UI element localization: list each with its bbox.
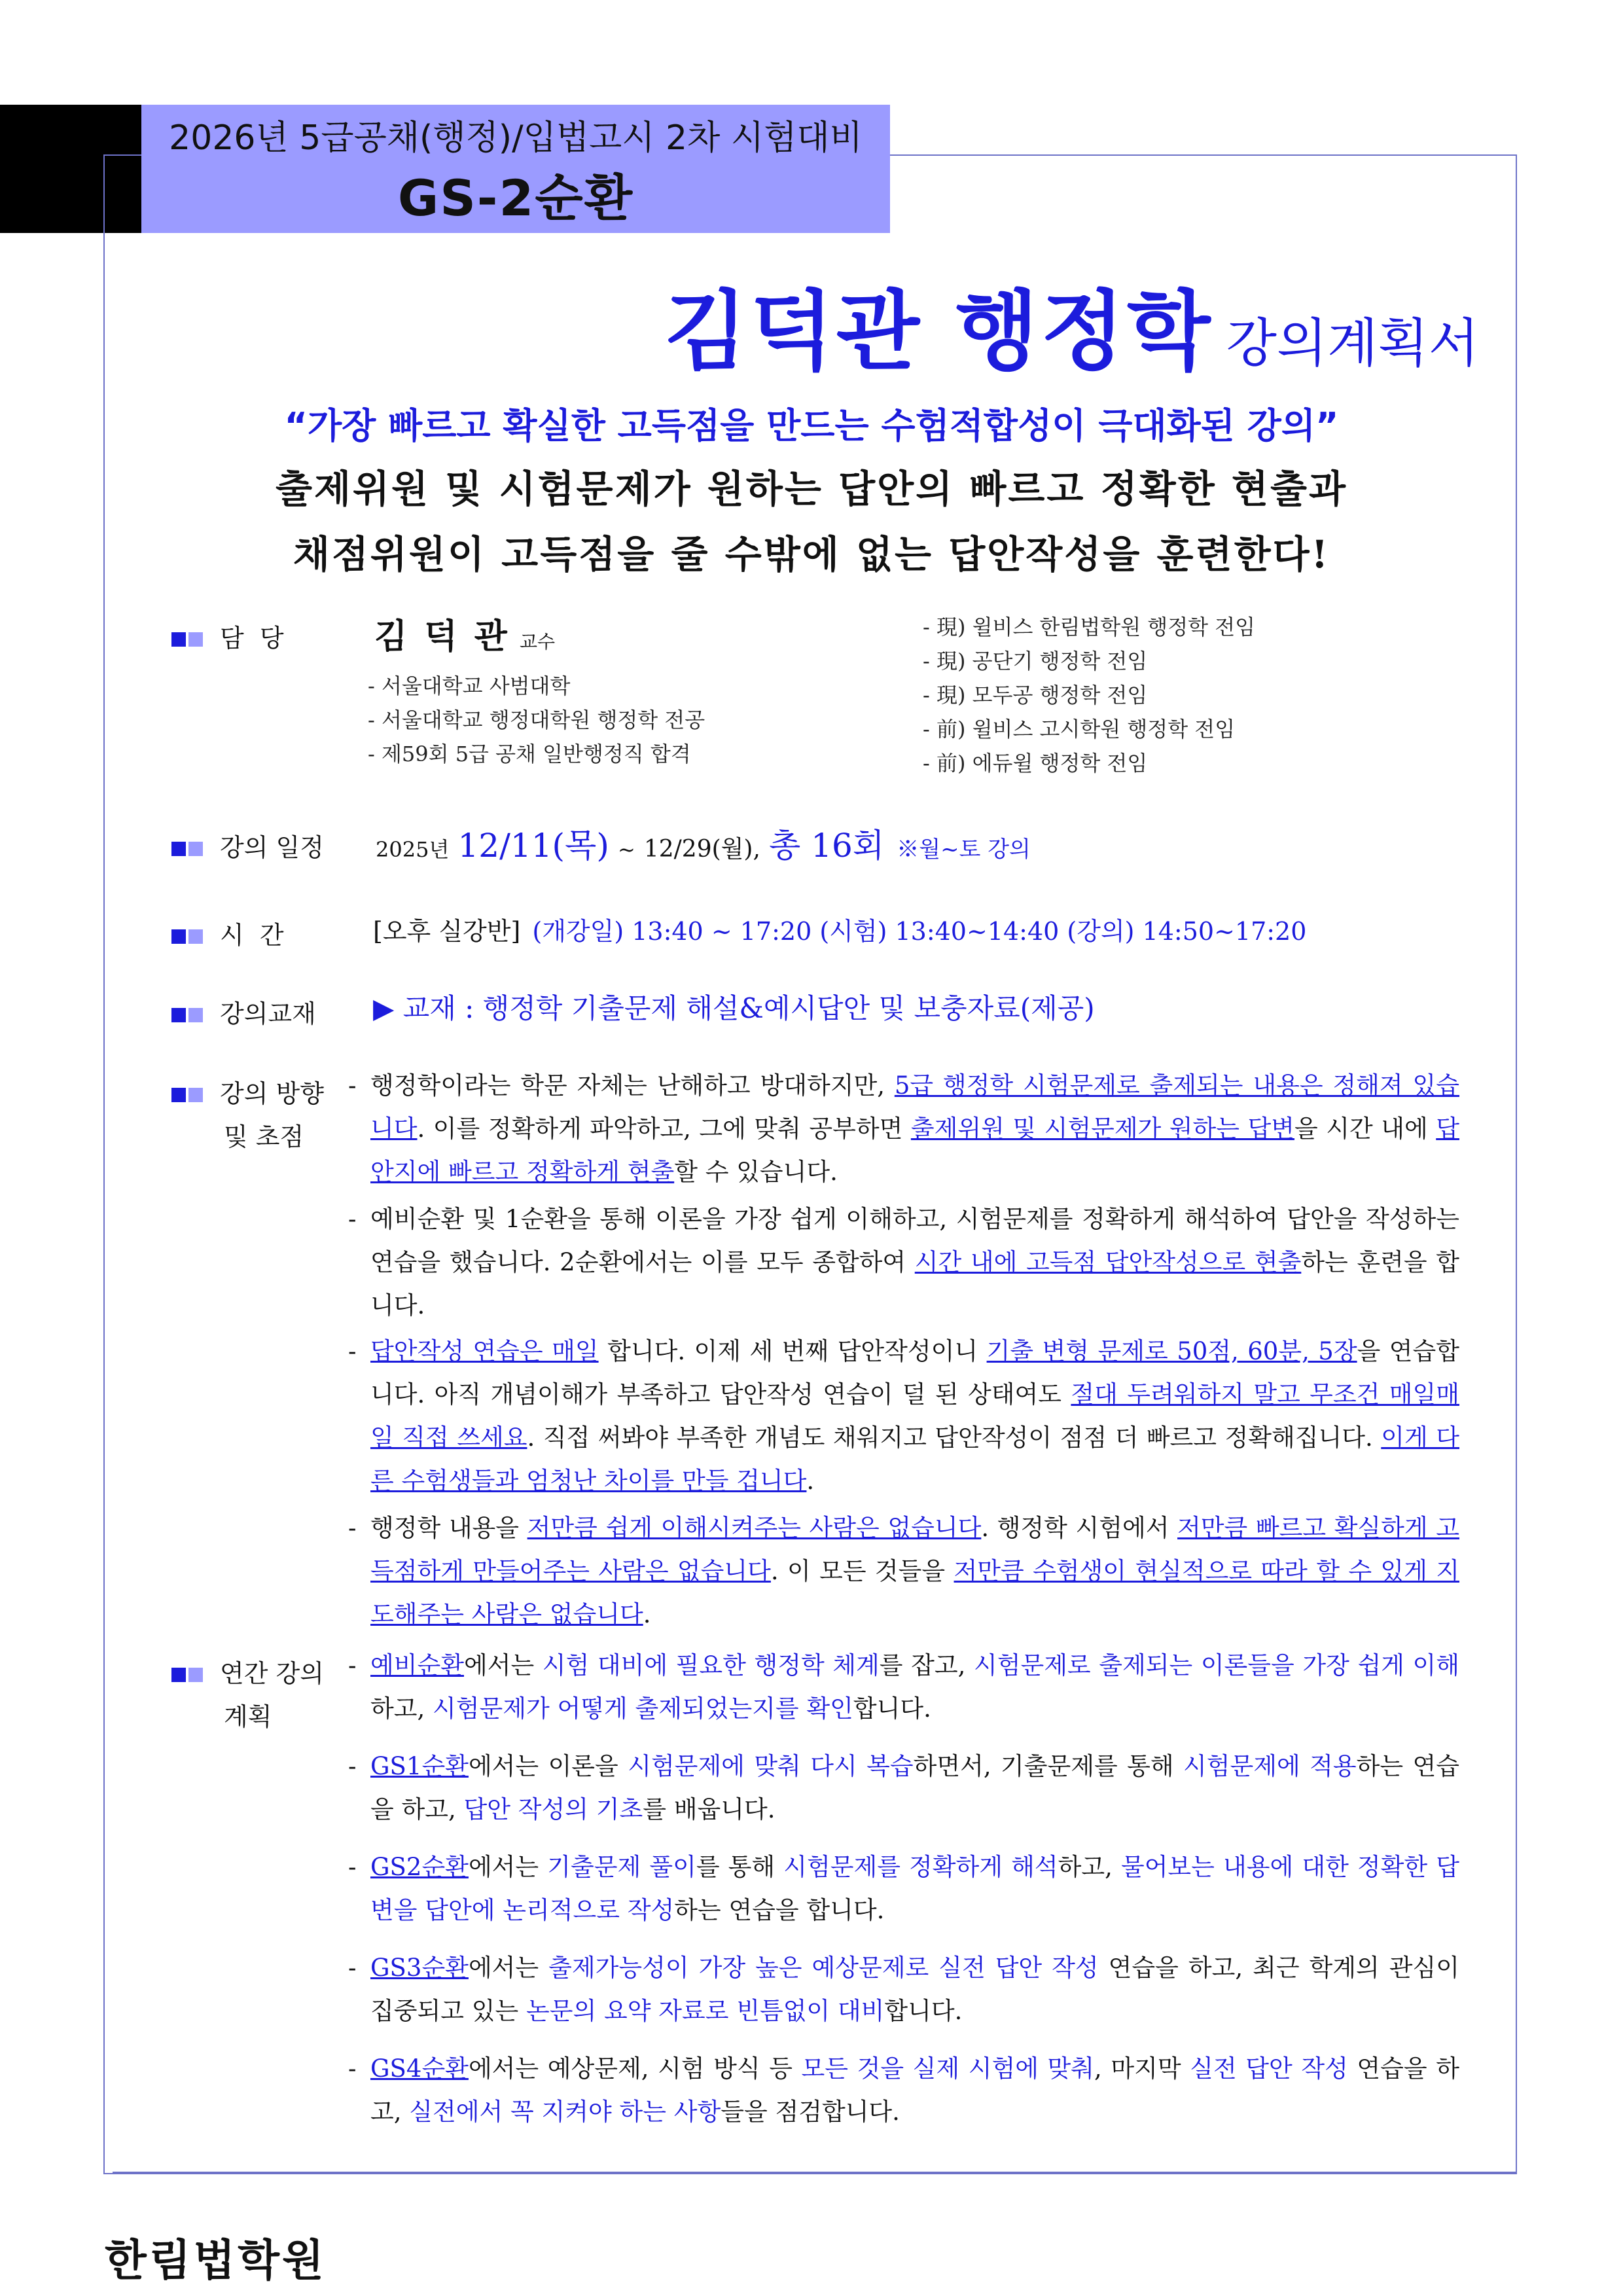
career-item: - 現) 공단기 행정학 전임 (923, 649, 1148, 673)
title-main: 김덕관 행정학 (664, 281, 1213, 382)
section-textbook-label: 강의교재 (171, 994, 316, 1030)
slogan: “가장 빠르고 확실한 고득점을 만드는 수험적합성이 극대화된 강의” (284, 405, 1339, 446)
academy-logo: 한림법학원 (105, 2235, 327, 2286)
bullet-squares-icon (171, 1666, 208, 1685)
header-course-name: GS-2순환 (397, 169, 634, 227)
schedule-note: ※월~토 강의 (897, 836, 1031, 863)
schedule-sep: ~ (617, 837, 635, 862)
career-item: - 現) 모두공 행정학 전임 (923, 683, 1148, 708)
section-annual-label: 연간 강의 계획 (171, 1652, 324, 1738)
career-item: - 現) 윌비스 한림법학원 행정학 전임 (923, 615, 1256, 639)
education-item: - 제59회 5급 공채 일반행정직 합격 (368, 742, 691, 766)
education-item: - 서울대학교 행정대학원 행정학 전공 (368, 708, 705, 732)
schedule-end: 12/29(월), (643, 836, 760, 863)
career-item: - 前) 에듀윌 행정학 전임 (923, 751, 1148, 776)
section-schedule-label: 강의 일정 (171, 827, 324, 863)
bullet-squares-icon (171, 1007, 208, 1025)
annual-item: - GS1순환에서는 이론을 시험문제에 맞춰 다시 복습하면서, 기출문제를 통해 시험문제에 적용하는 연습을 하고, 답안 작성의 기초를 배웁니다. (348, 1752, 1459, 1823)
tagline-2: 채점위원이 고득점을 줄 수밖에 없는 답안작성을 훈련한다! (293, 532, 1330, 577)
bullet-squares-icon (171, 631, 208, 649)
direction-paragraph-3: - 답안작성 연습은 매일 합니다. 이제 세 번째 답안작성이니 기출 변형 문제로 50점, 60분, 5장을 연습합니다. 아직 개념이해가 부족하고 답안작성 연습이 덜 된 상태여도 절대 두려워하지 말고 무조건 매일매일 직접 쓰세요. 직접 써봐야 부족한 개념도 채워지고 답안작성이 점점 더 빠르고 정확해집니다. 이게 다른 수험생들과 엄청난 차이를 만들 겁니다. (348, 1337, 1460, 1495)
section-instructor-label: 담 당 (171, 618, 284, 654)
schedule-start: 12/11(목) (457, 827, 609, 865)
section-time-label: 시 간 (171, 915, 284, 951)
time-detail: (개강일) 13:40 ~ 17:20 (시험) 13:40~14:40 (강의) 14:50~17:20 (532, 917, 1307, 946)
tagline-1: 출제위원 및 시험문제가 원하는 답안의 빠르고 정확한 현출과 (275, 467, 1348, 511)
title-sub: 강의계획서 (1226, 313, 1479, 374)
time-value (373, 911, 1306, 947)
annual-item: - 예비순환에서는 시험 대비에 필요한 행정학 체계를 잡고, 시험문제로 출제되는 이론들을 가장 쉽게 이해하고, 시험문제가 어떻게 출제되었는지를 확인합니다. (348, 1651, 1459, 1723)
schedule-year: 2025년 (376, 837, 450, 862)
time-class-type: [오후 실강반] (373, 917, 521, 946)
career-item: - 前) 윌비스 고시학원 행정학 전임 (923, 717, 1236, 742)
bullet-squares-icon (171, 1086, 208, 1105)
instructor-title: 교수 (520, 631, 556, 653)
header-exam-title: 2026년 5급공채(행정)/입법고시 2차 시험대비 (169, 118, 863, 158)
instructor-career (923, 610, 1255, 780)
instructor-name-row (374, 609, 555, 658)
footer-divider (113, 2172, 1517, 2173)
instructor-name: 김 덕 관 (374, 617, 510, 656)
textbook-value: ▶ 교재 : 행정학 기출문제 해설&예시답안 및 보충자료(제공) (373, 992, 1095, 1024)
annual-item: - GS3순환에서는 출제가능성이 가장 높은 예상문제로 실전 답안 작성 연습을 하고, 최근 학계의 관심이 집중되고 있는 논문의 요약 자료로 빈틈없이 대비합니다. (348, 1954, 1459, 2025)
education-item: - 서울대학교 사범대학 (368, 673, 571, 698)
direction-paragraph-1: - 행정학이라는 학문 자체는 난해하고 방대하지만, 5급 행정학 시험문제로 출제되는 내용은 정해져 있습니다. 이를 정확하게 파악하고, 그에 맞춰 공부하면 출제위원 및 시험문제가 원하는 답변을 시간 내에 답안지에 빠르고 정확하게 현출할 수 있습니다. (348, 1071, 1459, 1186)
schedule-value (376, 819, 1031, 867)
annual-item: - GS4순환에서는 예상문제, 시험 방식 등 모든 것을 실제 시험에 맞춰, 마지막 실전 답안 작성 연습을 하고, 실전에서 꼭 지켜야 하는 사항들을 점검합니다. (348, 2054, 1459, 2126)
direction-paragraph-2: - 예비순환 및 1순환을 통해 이론을 가장 쉽게 이해하고, 시험문제를 정확하게 해석하여 답안을 작성하는 연습을 했습니다. 2순환에서는 이를 모두 종합하여 시간 내에 고득점 답안작성으로 현출하는 훈련을 합니다. (348, 1205, 1459, 1319)
section-direction-label: 강의 방향 및 초점 (171, 1072, 324, 1158)
bullet-squares-icon (171, 928, 208, 946)
instructor-education (368, 669, 705, 771)
annual-item: - GS2순환에서는 기출문제 풀이를 통해 시험문제를 정확하게 해석하고, 물어보는 내용에 대한 정확한 답변을 답안에 논리적으로 작성하는 연습을 합니다. (348, 1853, 1459, 1924)
schedule-total: 총 16회 (769, 827, 885, 865)
direction-paragraph-4: - 행정학 내용을 저만큼 쉽게 이해시켜주는 사람은 없습니다. 행정학 시험에서 저만큼 빠르고 확실하게 고득점하게 만들어주는 사람은 없습니다. 이 모든 것들을 저만큼 수험생이 현실적으로 따라 할 수 있게 지도해주는 사람은 없습니다. (348, 1514, 1459, 1628)
bullet-squares-icon (171, 840, 208, 859)
page-title (664, 262, 1479, 386)
